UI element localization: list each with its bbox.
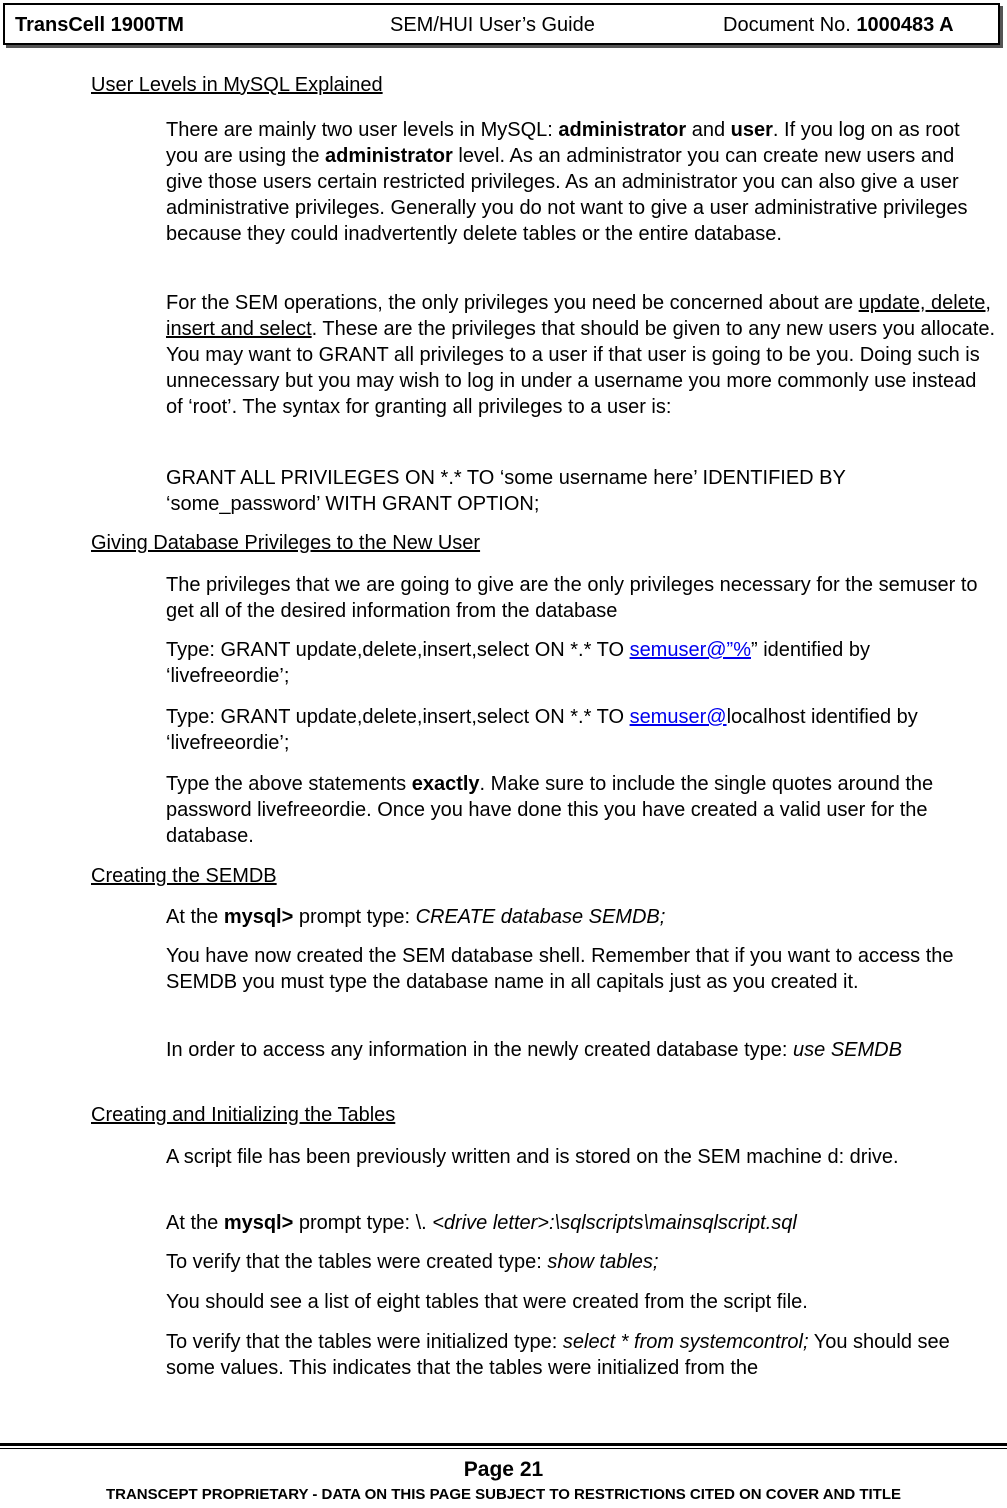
grant-command-2: Type: GRANT update,delete,insert,select ON *.* TO semuser@localhost identified by ‘livefreeordie’; (166, 706, 918, 754)
giving-privileges-paragraph-1: The privileges that we are going to give are the only privileges necessary for the semuser to get all of the desired information from the database (166, 574, 978, 622)
doc-number-value: 1000483 A (856, 14, 954, 36)
grant-all-syntax: GRANT ALL PRIVILEGES ON *.* TO ‘some username here’ IDENTIFIED BY ‘some_password’ WITH GRANT OPTION; (166, 467, 846, 515)
page-number: Page 21 (463, 1458, 544, 1481)
product-name: TransCell 1900TM (15, 14, 184, 36)
section-title-creating-tables: Creating and Initializing the Tables (91, 1104, 396, 1126)
footer-divider-thin (0, 1448, 1007, 1449)
create-database-command: At the mysql> prompt type: CREATE database SEMDB; (166, 906, 666, 928)
giving-privileges-paragraph-4: Type the above statements exactly. Make sure to include the single quotes around the password livefreeordie. Once you have done this you have created a valid user for the database. (166, 773, 934, 847)
guide-title: SEM/HUI User’s Guide (390, 14, 595, 36)
creating-tables-paragraph-4: You should see a list of eight tables that were created from the script file. (166, 1291, 808, 1313)
semuser-link-2[interactable]: semuser@ (629, 706, 727, 728)
show-tables-command: To verify that the tables were created type: show tables; (166, 1251, 659, 1273)
user-levels-paragraph-1: There are mainly two user levels in MySQL: administrator and user. If you log on as root you are using the administrator level. As an administrator you can create new users and give those users certain restricted privileges. As an administrator you can also give a user administrative privileges. Generally you do not want to give a user administrative privileges because they could inadvertently delete tables or the entire database. (166, 119, 968, 245)
doc-prefix: Document No. (723, 14, 857, 36)
use-semdb-paragraph: In order to access any information in the newly created database type: use SEMDB (166, 1039, 902, 1061)
section-title-giving-privileges: Giving Database Privileges to the New User (91, 532, 481, 554)
verify-init-paragraph: To verify that the tables were initialized type: select * from systemcontrol; You should see some values. This indicates that the tables were initialized from the (166, 1331, 950, 1379)
script-command: At the mysql> prompt type: \. <drive letter>:\sqlscripts\mainsqlscript.sql (166, 1212, 797, 1234)
creating-semdb-paragraph-2: You have now created the SEM database shell. Remember that if you want to access the SEMDB you must type the database name in all capitals just as you created it. (166, 945, 954, 993)
proprietary-notice: TRANSCEPT PROPRIETARY - DATA ON THIS PAGE SUBJECT TO RESTRICTIONS CITED ON COVER AND TITLE (105, 1486, 902, 1503)
creating-tables-paragraph-1: A script file has been previously written and is stored on the SEM machine d: drive. (166, 1146, 899, 1168)
section-title-user-levels: User Levels in MySQL Explained (91, 74, 383, 96)
footer-divider (0, 1443, 1007, 1446)
page-header (3, 3, 1000, 45)
grant-command-1: Type: GRANT update,delete,insert,select ON *.* TO semuser@”%” identified by ‘livefreeordie’; (166, 639, 870, 687)
user-levels-paragraph-2: For the SEM operations, the only privileges you need be concerned about are update, delete, insert and select. These are the privileges that should be given to any new users you allocate. You may want to GRANT all privileges to a user if that user is going to be you. Doing such is unnecessary but you may wish to log in under a username you more commonly use instead of ‘root’. The syntax for granting all privileges to a user is: (166, 292, 996, 418)
document-number (723, 14, 954, 37)
section-title-creating-semdb: Creating the SEMDB (91, 865, 277, 887)
semuser-link-1[interactable]: semuser@”% (629, 639, 751, 661)
